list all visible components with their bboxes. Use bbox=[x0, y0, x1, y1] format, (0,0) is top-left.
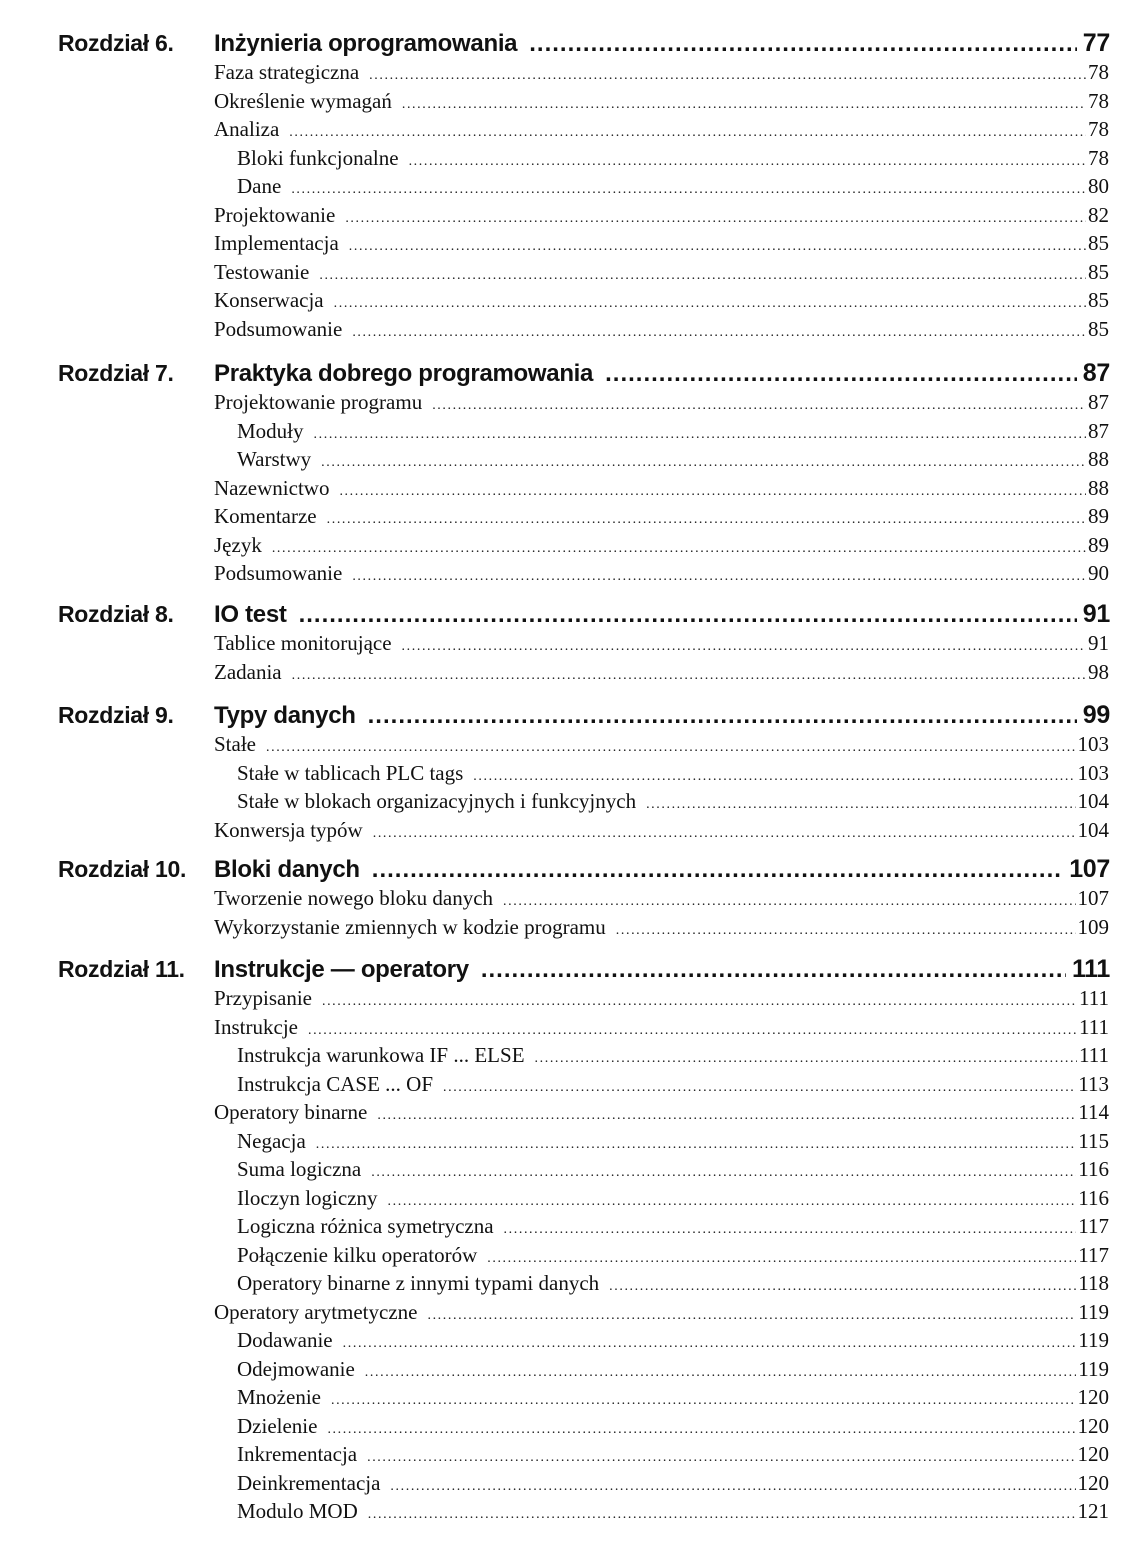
toc-subsection-entry[interactable] bbox=[237, 1127, 1109, 1155]
entry-page-number: 103 bbox=[1077, 760, 1109, 785]
toc-subsection-entry[interactable] bbox=[237, 445, 1109, 473]
entry-page-number: 85 bbox=[1088, 259, 1109, 284]
toc-subsection-entry[interactable] bbox=[237, 1383, 1109, 1411]
entry-page-number: 90 bbox=[1088, 561, 1109, 585]
toc-subsection-entry[interactable] bbox=[237, 144, 1109, 172]
entry-title: Dzielenie bbox=[237, 1413, 318, 1438]
entry-title: Przypisanie bbox=[214, 986, 312, 1010]
entry-title: Stałe bbox=[214, 732, 256, 756]
entry-page-number: 117 bbox=[1078, 1242, 1109, 1267]
entry-page-number: 111 bbox=[1079, 1043, 1109, 1067]
chapter-page-number: 77 bbox=[1082, 29, 1110, 57]
entry-title: Mnożenie bbox=[237, 1385, 321, 1409]
entry-title: Suma logiczna bbox=[237, 1157, 362, 1181]
toc-section-entry[interactable] bbox=[214, 1098, 1109, 1126]
entry-page-number: 113 bbox=[1078, 1071, 1109, 1096]
chapter-label: Rozdział 6. bbox=[58, 30, 174, 56]
entry-page-number: 114 bbox=[1078, 1100, 1109, 1124]
entry-page-number: 119 bbox=[1078, 1299, 1109, 1324]
toc-subsection-entry[interactable] bbox=[237, 759, 1109, 787]
entry-page-number: 120 bbox=[1077, 1413, 1109, 1438]
entry-title: Podsumowanie bbox=[214, 316, 343, 341]
entry-page-number: 120 bbox=[1077, 1470, 1109, 1495]
entry-title: Implementacja bbox=[214, 231, 339, 255]
entry-title: Inkrementacja bbox=[237, 1442, 358, 1466]
entry-title: Instrukcja CASE ... OF bbox=[237, 1071, 433, 1096]
entry-page-number: 116 bbox=[1078, 1185, 1109, 1210]
entry-page-number: 78 bbox=[1088, 117, 1109, 141]
entry-page-number: 119 bbox=[1078, 1356, 1109, 1381]
entry-page-number: 120 bbox=[1077, 1385, 1109, 1409]
chapter-label: Rozdział 10. bbox=[58, 856, 187, 882]
toc-section-entry[interactable] bbox=[214, 474, 1109, 502]
entry-title: Dodawanie bbox=[237, 1328, 333, 1352]
toc-subsection-entry[interactable] bbox=[237, 1326, 1109, 1354]
chapter-title-row[interactable] bbox=[214, 356, 1110, 390]
toc-section-entry[interactable] bbox=[214, 730, 1109, 758]
entry-title: Instrukcja warunkowa IF ... ELSE bbox=[237, 1043, 525, 1067]
entry-page-number: 78 bbox=[1088, 88, 1109, 113]
entry-title: Instrukcje bbox=[214, 1014, 298, 1039]
chapter-label: Rozdział 11. bbox=[58, 956, 185, 982]
chapter-heading bbox=[58, 852, 1110, 886]
entry-page-number: 118 bbox=[1078, 1271, 1109, 1295]
entry-title: Bloki funkcjonalne bbox=[237, 145, 399, 170]
dot-leader bbox=[352, 319, 1086, 347]
toc-section-entry[interactable] bbox=[214, 201, 1109, 229]
entry-title: Wykorzystanie zmiennych w kodzie programu bbox=[214, 914, 606, 939]
entry-title: Połączenie kilku operatorów bbox=[237, 1242, 478, 1267]
entry-title: Nazewnictwo bbox=[214, 475, 330, 500]
entry-title: Operatory binarne bbox=[214, 1100, 368, 1124]
entry-page-number: 78 bbox=[1088, 60, 1109, 84]
entry-page-number: 82 bbox=[1088, 202, 1109, 227]
toc-section-entry[interactable] bbox=[214, 229, 1109, 257]
entry-page-number: 120 bbox=[1077, 1442, 1109, 1466]
entry-title: Język bbox=[214, 532, 262, 557]
entry-title: Faza strategiczna bbox=[214, 60, 360, 84]
toc-section-entry[interactable] bbox=[214, 531, 1109, 559]
entry-title: Operatory binarne z innymi typami danych bbox=[237, 1271, 600, 1295]
toc-subsection-entry[interactable] bbox=[237, 172, 1109, 200]
entry-title: Warstwy bbox=[237, 447, 312, 471]
chapter-heading bbox=[58, 597, 1110, 631]
entry-title: Moduły bbox=[237, 418, 304, 443]
entry-title: Projektowanie bbox=[214, 202, 336, 227]
entry-title: Tworzenie nowego bloku danych bbox=[214, 886, 494, 910]
entry-page-number: 109 bbox=[1077, 914, 1109, 939]
dot-leader bbox=[605, 357, 1077, 391]
toc-section-entry[interactable] bbox=[214, 1013, 1109, 1041]
toc-section-entry[interactable] bbox=[214, 58, 1109, 86]
entry-page-number: 116 bbox=[1078, 1157, 1109, 1181]
chapter-title: IO test bbox=[214, 601, 287, 628]
chapter-title: Inżynieria oprogramowania bbox=[214, 30, 518, 57]
entry-title: Projektowanie programu bbox=[214, 390, 423, 414]
toc-section-entry[interactable] bbox=[214, 629, 1109, 657]
entry-page-number: 117 bbox=[1078, 1214, 1109, 1238]
entry-title: Stałe w blokach organizacyjnych i funkcyjnych bbox=[237, 789, 637, 813]
entry-title: Konwersja typów bbox=[214, 817, 363, 842]
entry-page-number: 107 bbox=[1077, 886, 1109, 910]
toc-section-entry[interactable] bbox=[214, 388, 1109, 416]
entry-page-number: 88 bbox=[1088, 447, 1109, 471]
entry-title: Komentarze bbox=[214, 504, 317, 528]
entry-page-number: 88 bbox=[1088, 475, 1109, 500]
toc-section-entry[interactable] bbox=[214, 286, 1109, 314]
chapter-heading bbox=[58, 952, 1110, 986]
entry-title: Iloczyn logiczny bbox=[237, 1185, 378, 1210]
toc-subsection-entry[interactable] bbox=[237, 1355, 1109, 1383]
entry-page-number: 85 bbox=[1088, 231, 1109, 255]
toc-section-entry[interactable] bbox=[214, 258, 1109, 286]
chapter-title: Praktyka dobrego programowania bbox=[214, 360, 594, 387]
entry-page-number: 119 bbox=[1078, 1328, 1109, 1352]
entry-title: Testowanie bbox=[214, 259, 310, 284]
dot-leader bbox=[299, 598, 1077, 632]
toc-subsection-entry[interactable] bbox=[237, 1412, 1109, 1440]
toc-subsection-entry[interactable] bbox=[237, 417, 1109, 445]
entry-page-number: 85 bbox=[1088, 288, 1109, 312]
toc-section-entry[interactable] bbox=[214, 115, 1109, 143]
entry-page-number: 115 bbox=[1078, 1128, 1109, 1153]
toc-section-entry[interactable] bbox=[214, 1298, 1109, 1326]
chapter-title-row[interactable] bbox=[214, 698, 1110, 732]
entry-title: Negacja bbox=[237, 1128, 306, 1153]
toc-subsection-entry[interactable] bbox=[237, 1184, 1109, 1212]
toc-subsection-entry[interactable] bbox=[237, 1070, 1109, 1098]
dot-leader bbox=[373, 820, 1076, 848]
chapter-title-row[interactable] bbox=[214, 597, 1110, 631]
chapter-heading bbox=[58, 26, 1110, 60]
entry-page-number: 85 bbox=[1088, 316, 1109, 341]
dot-leader bbox=[529, 27, 1077, 61]
entry-page-number: 87 bbox=[1088, 418, 1109, 443]
entry-page-number: 111 bbox=[1079, 986, 1109, 1010]
chapter-heading bbox=[58, 698, 1110, 732]
toc-section-entry[interactable] bbox=[214, 502, 1109, 530]
chapter-title-row[interactable] bbox=[214, 852, 1110, 886]
toc-section-entry[interactable] bbox=[214, 816, 1109, 844]
toc-section-entry[interactable] bbox=[214, 913, 1109, 941]
dot-leader bbox=[616, 917, 1076, 945]
chapter-title: Bloki danych bbox=[214, 856, 360, 883]
toc-subsection-entry[interactable] bbox=[237, 1269, 1109, 1297]
entry-title: Operatory arytmetyczne bbox=[214, 1299, 418, 1324]
toc-section-entry[interactable] bbox=[214, 559, 1109, 587]
entry-title: Stałe w tablicach PLC tags bbox=[237, 760, 464, 785]
toc-subsection-entry[interactable] bbox=[237, 1469, 1109, 1497]
chapter-heading bbox=[58, 356, 1110, 390]
chapter-title: Typy danych bbox=[214, 702, 356, 729]
entry-page-number: 104 bbox=[1077, 817, 1109, 842]
chapter-page-number: 111 bbox=[1071, 955, 1110, 983]
entry-page-number: 103 bbox=[1077, 732, 1109, 756]
entry-title: Konserwacja bbox=[214, 288, 324, 312]
toc-subsection-entry[interactable] bbox=[237, 1440, 1109, 1468]
chapter-label: Rozdział 9. bbox=[58, 702, 174, 728]
toc-subsection-entry[interactable] bbox=[237, 1497, 1109, 1525]
entry-title: Określenie wymagań bbox=[214, 88, 392, 113]
toc-subsection-entry[interactable] bbox=[237, 787, 1109, 815]
entry-title: Podsumowanie bbox=[214, 561, 343, 585]
entry-title: Modulo MOD bbox=[237, 1499, 358, 1523]
toc-subsection-entry[interactable] bbox=[237, 1155, 1109, 1183]
entry-title: Logiczna różnica symetryczna bbox=[237, 1214, 494, 1238]
entry-title: Deinkrementacja bbox=[237, 1470, 381, 1495]
chapter-page-number: 107 bbox=[1069, 855, 1110, 883]
chapter-title: Instrukcje — operatory bbox=[214, 956, 469, 983]
dot-leader bbox=[368, 699, 1077, 733]
toc-subsection-entry[interactable] bbox=[237, 1041, 1109, 1069]
dot-leader bbox=[292, 662, 1086, 690]
dot-leader bbox=[352, 563, 1086, 591]
chapter-page-number: 99 bbox=[1082, 701, 1110, 729]
toc-subsection-entry[interactable] bbox=[237, 1241, 1109, 1269]
entry-title: Dane bbox=[237, 174, 282, 198]
toc-section-entry[interactable] bbox=[214, 87, 1109, 115]
entry-title: Odejmowanie bbox=[237, 1356, 355, 1381]
entry-title: Analiza bbox=[214, 117, 280, 141]
toc-section-entry[interactable] bbox=[214, 984, 1109, 1012]
entry-page-number: 91 bbox=[1088, 631, 1109, 655]
chapter-page-number: 91 bbox=[1082, 600, 1110, 628]
entry-page-number: 89 bbox=[1088, 532, 1109, 557]
chapter-label: Rozdział 8. bbox=[58, 601, 174, 627]
entry-page-number: 78 bbox=[1088, 145, 1109, 170]
entry-title: Zadania bbox=[214, 659, 282, 684]
entry-page-number: 98 bbox=[1088, 659, 1109, 684]
entry-page-number: 89 bbox=[1088, 504, 1109, 528]
dot-leader bbox=[481, 953, 1066, 987]
entry-title: Tablice monitorujące bbox=[214, 631, 392, 655]
entry-page-number: 87 bbox=[1088, 390, 1109, 414]
toc-section-entry[interactable] bbox=[214, 884, 1109, 912]
entry-page-number: 104 bbox=[1077, 789, 1109, 813]
entry-page-number: 80 bbox=[1088, 174, 1109, 198]
toc-section-entry[interactable] bbox=[214, 315, 1109, 343]
chapter-page-number: 87 bbox=[1082, 359, 1110, 387]
entry-page-number: 111 bbox=[1079, 1014, 1109, 1039]
dot-leader bbox=[368, 1501, 1076, 1529]
toc-subsection-entry[interactable] bbox=[237, 1212, 1109, 1240]
chapter-title-row[interactable] bbox=[214, 952, 1110, 986]
toc-section-entry[interactable] bbox=[214, 658, 1109, 686]
chapter-label: Rozdział 7. bbox=[58, 360, 174, 386]
dot-leader bbox=[372, 853, 1063, 887]
chapter-title-row[interactable] bbox=[214, 26, 1110, 60]
entry-page-number: 121 bbox=[1077, 1499, 1109, 1523]
